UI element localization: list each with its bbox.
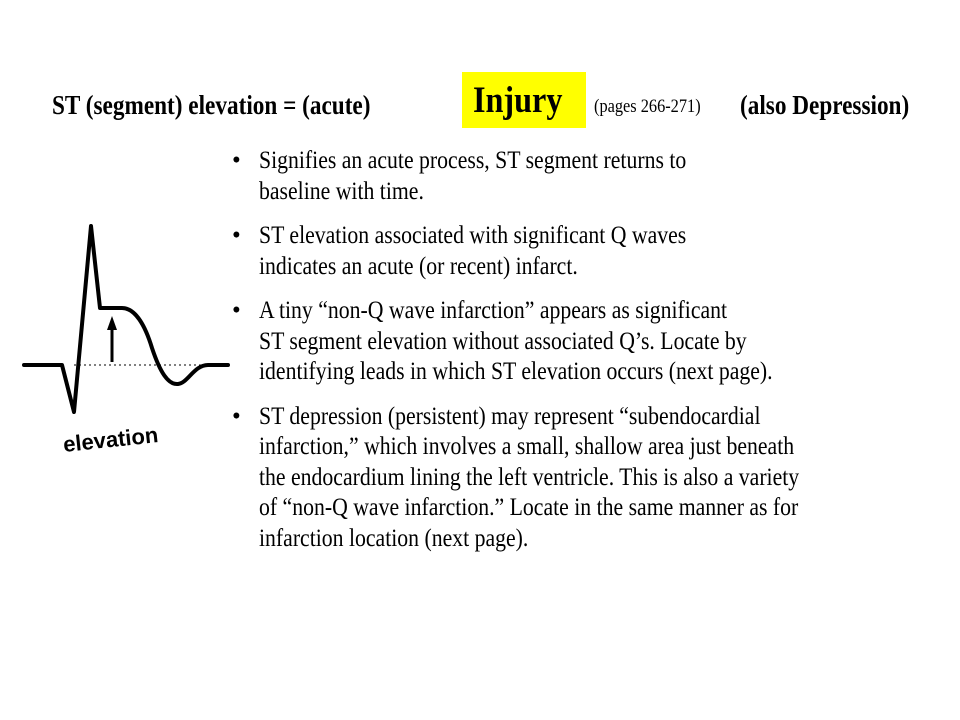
bullet-text-line: indicates an acute (or recent) infarct. — [259, 252, 578, 280]
title-page-reference: (pages 266-271) — [594, 96, 701, 117]
elevation-label: elevation — [61, 422, 160, 457]
slide-title — [52, 72, 952, 132]
bullet-marker: • — [232, 222, 241, 249]
title-highlight-word: Injury — [473, 80, 563, 121]
bullet-text-line: identifying leads in which ST elevation occurs (next page). — [259, 358, 773, 385]
bullet-item — [230, 296, 950, 388]
bullet-item — [230, 146, 950, 207]
bullet-text-line: of “non-Q wave infarction.” Locate in the same manner as for — [259, 494, 799, 521]
title-suffix: (also Depression) — [740, 90, 910, 120]
bullet-text-line: ST depression (persistent) may represent “subendocardial — [259, 402, 761, 430]
bullet-list — [230, 146, 950, 568]
title-prefix: ST (segment) elevation = (acute) — [52, 90, 371, 120]
bullet-text-line: ST segment elevation without associated Q’s. Locate by — [259, 327, 747, 355]
bullet-item — [230, 402, 950, 555]
elevation-arrow-head — [107, 316, 117, 330]
bullet-text-line: infarction,” which involves a small, shallow area just beneath — [259, 433, 795, 460]
bullet-text-line: ST elevation associated with significant Q waves — [259, 222, 687, 249]
ecg-waveform — [24, 226, 228, 412]
bullet-text-line: the endocardium lining the left ventricle. This is also a variety — [259, 463, 800, 491]
bullet-text-line: Signifies an acute process, ST segment returns to — [259, 147, 687, 174]
bullet-text-line: infarction location (next page). — [259, 524, 529, 552]
bullet-marker: • — [232, 147, 241, 174]
bullet-text-line: baseline with time. — [259, 177, 424, 205]
ecg-st-elevation-diagram — [0, 200, 240, 460]
bullet-marker: • — [232, 297, 241, 324]
bullet-item — [230, 221, 950, 282]
bullet-text-line: A tiny “non-Q wave infarction” appears as significant — [259, 297, 728, 324]
bullet-marker: • — [232, 402, 241, 430]
